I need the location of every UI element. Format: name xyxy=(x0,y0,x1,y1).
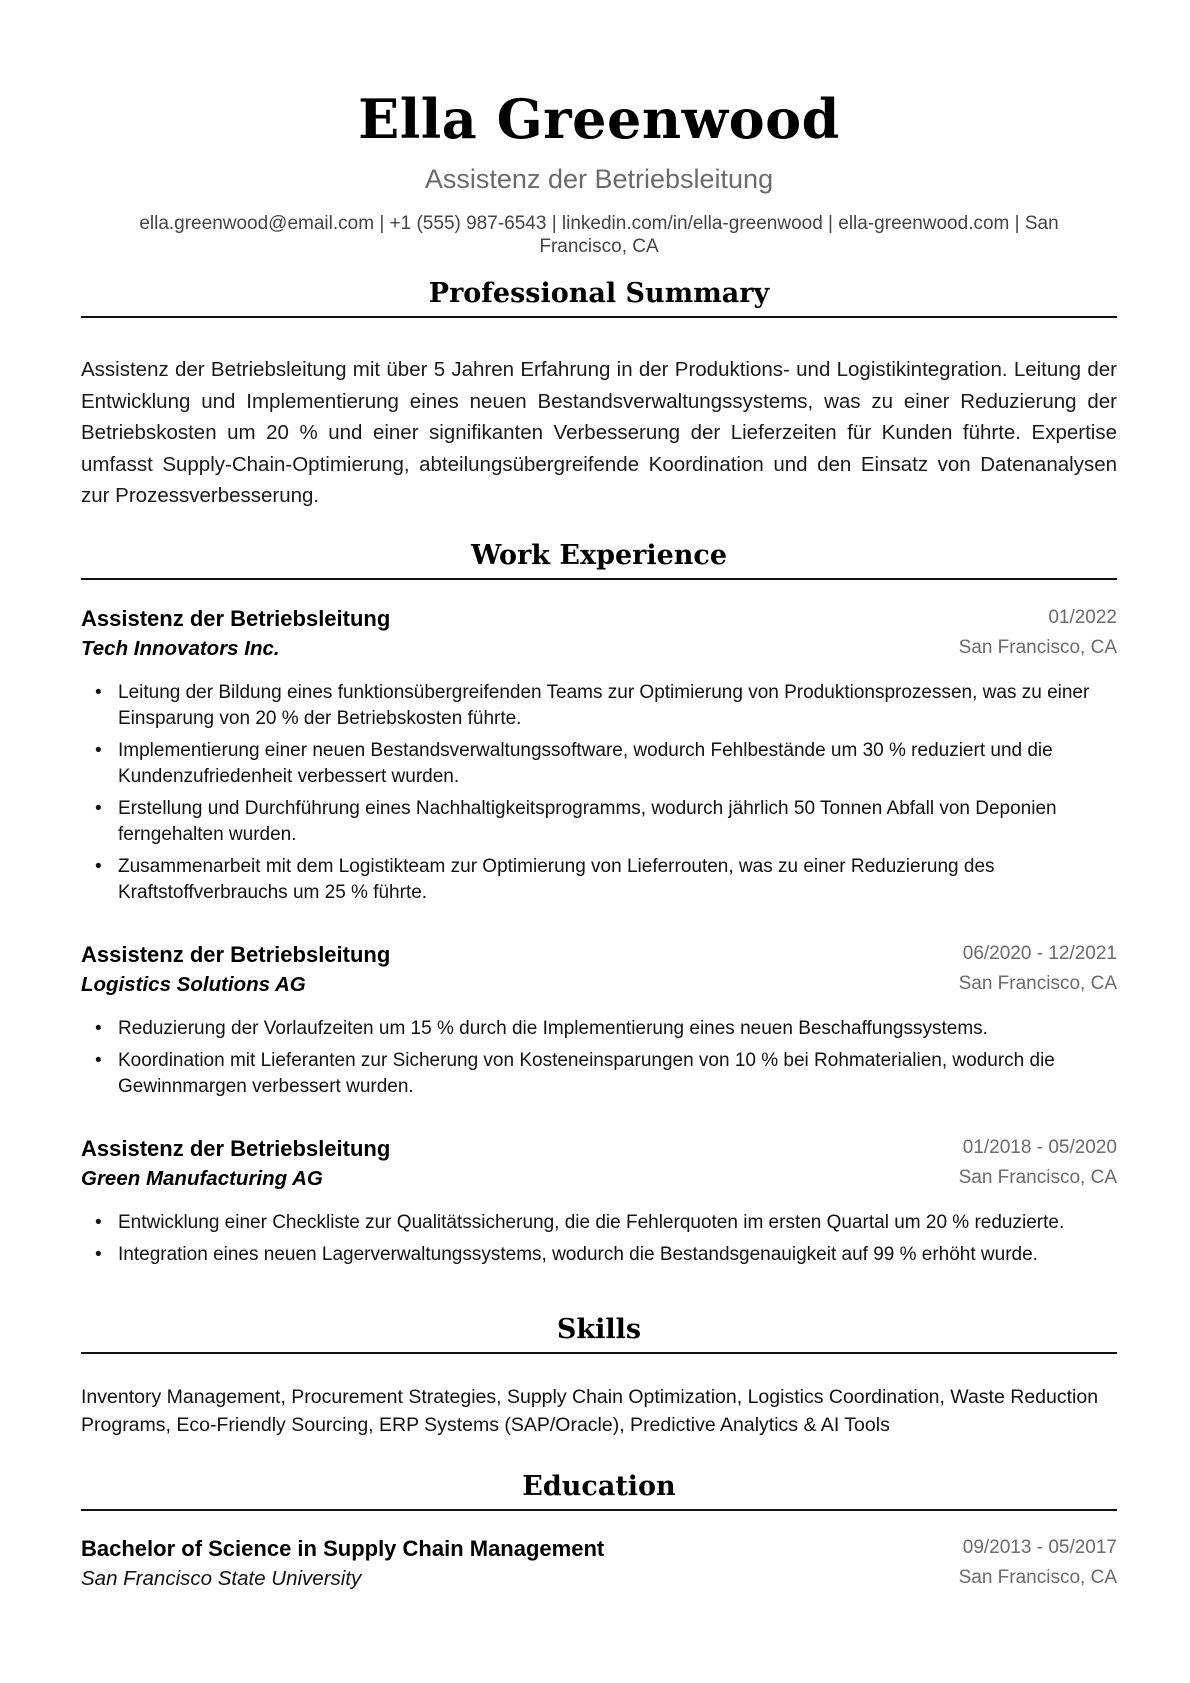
job-entry xyxy=(81,604,1117,903)
bullet-dot: • xyxy=(95,740,102,761)
job-company: Tech Innovators Inc. xyxy=(81,637,280,660)
contact-line xyxy=(81,212,1117,258)
job-bullet xyxy=(81,854,1117,906)
education-divider xyxy=(81,1509,1117,1511)
job-bullets xyxy=(81,1210,1117,1274)
job-header-row xyxy=(81,1134,1117,1164)
bullet-text: Erstellung und Durchführung eines Nachhaltigkeitsprogramms, wodurch jährlich 50 Tonnen Abfall von Deponien ferngehalten wurden. xyxy=(118,798,1057,845)
education-location: San Francisco, CA xyxy=(958,1567,1117,1588)
bullet-dot: • xyxy=(95,1212,102,1233)
bullet-text: Koordination mit Lieferanten zur Sicherung von Kosteneinsparungen von 10 % bei Rohmaterialien, wodurch die Gewinnmargen verbessert wurden. xyxy=(118,1050,1055,1097)
job-bullet xyxy=(81,1016,1117,1042)
job-bullets xyxy=(81,680,1117,912)
job-bullet xyxy=(81,796,1117,848)
skills-text: Inventory Management, Procurement Strategies, Supply Chain Optimization, Logistics Coordination, Waste Reduction Programs, Eco-Friendly Sourcing, ERP Systems (SAP/Oracle), Predictive Analytics & AI Tools xyxy=(81,1386,1099,1436)
experience-divider xyxy=(81,578,1117,580)
bullet-text: Integration eines neuen Lagerverwaltungssystems, wodurch die Bestandsgenauigkeit auf 99 % erhöht wurde. xyxy=(118,1244,1038,1265)
job-bullet xyxy=(81,1210,1117,1236)
summary-divider xyxy=(81,316,1117,318)
job-entry xyxy=(81,1134,1117,1265)
job-header-row xyxy=(81,604,1117,634)
candidate-name: Ella Greenwood xyxy=(358,87,840,151)
summary-heading: Professional Summary xyxy=(428,278,770,309)
education-degree: Bachelor of Science in Supply Chain Management xyxy=(81,1536,605,1561)
job-date: 01/2018 - 05/2020 xyxy=(962,1137,1117,1158)
education-heading: Education xyxy=(522,1471,676,1502)
job-location: San Francisco, CA xyxy=(958,637,1117,658)
bullet-text: Reduzierung der Vorlaufzeiten um 15 % durch die Implementierung eines neuen Beschaffungssystems. xyxy=(118,1018,988,1039)
bullet-text: Leitung der Bildung eines funktionsübergreifenden Teams zur Optimierung von Produktionsprozessen, was zu einer Einsparung von 20 % der Betriebskosten führte. xyxy=(118,682,1090,729)
bullet-text: Entwicklung einer Checkliste zur Qualitätssicherung, die die Fehlerquoten im ersten Quartal um 20 % reduzierte. xyxy=(118,1212,1065,1233)
job-company: Green Manufacturing AG xyxy=(81,1167,323,1190)
bullet-dot: • xyxy=(95,1050,102,1071)
education-header-row xyxy=(81,1534,1117,1564)
job-date: 01/2022 xyxy=(1048,607,1117,628)
education-school: San Francisco State University xyxy=(81,1567,362,1590)
education-entry xyxy=(81,1534,1117,1594)
job-title: Assistenz der Betriebsleitung xyxy=(81,942,391,967)
bullet-dot: • xyxy=(95,798,102,819)
education-date: 09/2013 - 05/2017 xyxy=(962,1537,1117,1558)
job-company: Logistics Solutions AG xyxy=(81,973,306,996)
job-location: San Francisco, CA xyxy=(958,973,1117,994)
job-bullet xyxy=(81,1242,1117,1268)
bullet-dot: • xyxy=(95,1018,102,1039)
job-header-row xyxy=(81,940,1117,970)
candidate-title: Assistenz der Betriebsleitung xyxy=(424,164,774,194)
job-bullet xyxy=(81,738,1117,790)
job-date: 06/2020 - 12/2021 xyxy=(962,943,1117,964)
skills-heading: Skills xyxy=(556,1314,642,1345)
job-company-row xyxy=(81,634,1117,664)
education-school-row xyxy=(81,1564,1117,1594)
job-title: Assistenz der Betriebsleitung xyxy=(81,1136,391,1161)
job-title: Assistenz der Betriebsleitung xyxy=(81,606,391,631)
bullet-text: Implementierung einer neuen Bestandsverwaltungssoftware, wodurch Fehlbestände um 30 % reduziert und die Kundenzufriedenheit verbessert wurden. xyxy=(118,740,1053,787)
job-entry xyxy=(81,940,1117,1097)
job-location: San Francisco, CA xyxy=(958,1167,1117,1188)
skills-divider xyxy=(81,1352,1117,1354)
job-bullets xyxy=(81,1016,1117,1106)
bullet-text: Zusammenarbeit mit dem Logistikteam zur Optimierung von Lieferrouten, was zu einer Reduzierung des Kraftstoffverbrauchs um 25 % führte. xyxy=(118,856,995,903)
job-bullet xyxy=(81,680,1117,732)
job-bullet xyxy=(81,1048,1117,1100)
job-company-row xyxy=(81,970,1117,1000)
experience-heading: Work Experience xyxy=(470,540,728,571)
bullet-dot: • xyxy=(95,1244,102,1265)
bullet-dot: • xyxy=(95,856,102,877)
summary-text: Assistenz der Betriebsleitung mit über 5 Jahren Erfahrung in der Produktions- und Logistikintegration. Leitung der Entwicklung und Implementierung eines neuen Bestandsverwaltungssystems, was zu einer Reduzierung der Betriebskosten um 20 % und einer signifikanten Verbesserung der Lieferzeiten für Kunden führte. Expertise umfasst Supply-Chain-Optimierung, abteilungsübergreifende Koordination und den Einsatz von Datenanalysen zur Prozessverbesserung. xyxy=(81,358,1117,507)
job-company-row xyxy=(81,1164,1117,1194)
bullet-dot: • xyxy=(95,682,102,703)
contact-text: ella.greenwood@email.com | +1 (555) 987-6543 | linkedin.com/in/ella-greenwood | ella-greenwood.com | San Francisco, CA xyxy=(139,213,1059,257)
